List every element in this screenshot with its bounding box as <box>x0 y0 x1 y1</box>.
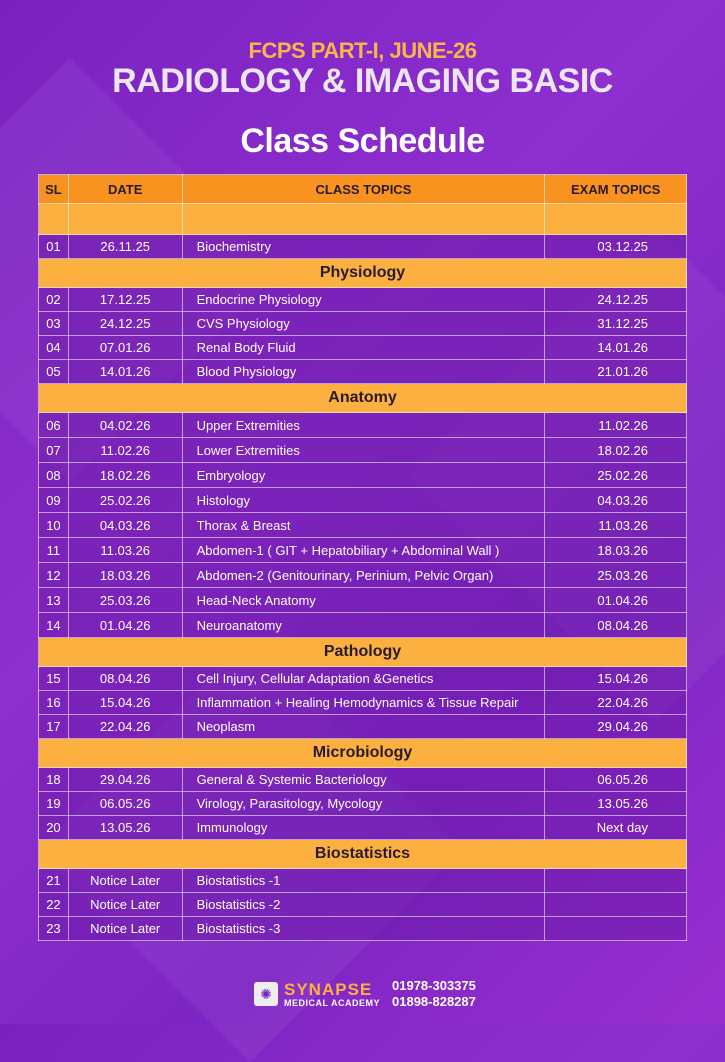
cell-date: Notice Later <box>68 893 182 917</box>
cell-exam-topic: 04.03.26 <box>545 488 687 513</box>
cell-sl: 17 <box>39 715 69 739</box>
cell-exam-topic: 06.05.26 <box>545 768 687 792</box>
cell-sl: 15 <box>39 667 69 691</box>
cell-class-topic: General & Systemic Bacteriology <box>182 768 545 792</box>
section-row <box>39 638 687 667</box>
table-row <box>39 768 687 792</box>
cell-sl: 02 <box>39 288 69 312</box>
table-row <box>39 917 687 941</box>
cell-sl: 01 <box>39 235 69 259</box>
cell-sl: 03 <box>39 312 69 336</box>
cell-sl: 13 <box>39 588 69 613</box>
cell-exam-topic: 18.03.26 <box>545 538 687 563</box>
cell-sl: 19 <box>39 792 69 816</box>
section-title: Physiology <box>39 259 687 288</box>
cell-exam-topic: 29.04.26 <box>545 715 687 739</box>
section-title: Anatomy <box>39 384 687 413</box>
cell-exam-topic: 25.03.26 <box>545 563 687 588</box>
table-row <box>39 691 687 715</box>
section-row <box>39 840 687 869</box>
section-title: Microbiology <box>39 739 687 768</box>
cell-class-topic: Lower Extremities <box>182 438 545 463</box>
cell-date: 06.05.26 <box>68 792 182 816</box>
cell-class-topic: Neuroanatomy <box>182 613 545 638</box>
cell-sl: 22 <box>39 893 69 917</box>
section-title: Biostatistics <box>39 840 687 869</box>
cell-sl: 12 <box>39 563 69 588</box>
table-row <box>39 667 687 691</box>
cell-exam-topic: 01.04.26 <box>545 588 687 613</box>
cell-class-topic: Biochemistry <box>182 235 545 259</box>
cell-class-topic: Immunology <box>182 816 545 840</box>
cell-date: 11.02.26 <box>68 438 182 463</box>
table-row <box>39 336 687 360</box>
table-row <box>39 869 687 893</box>
cell-exam-topic: Next day <box>545 816 687 840</box>
table-row <box>39 488 687 513</box>
cell-sl: 10 <box>39 513 69 538</box>
cell-sl: 07 <box>39 438 69 463</box>
cell-date: 15.04.26 <box>68 691 182 715</box>
cell-exam-topic: 11.02.26 <box>545 413 687 438</box>
table-row <box>39 893 687 917</box>
table-header <box>39 175 687 204</box>
cell-class-topic: Inflammation + Healing Hemodynamics & Tissue Repair <box>182 691 545 715</box>
col-date: DATE <box>68 175 182 204</box>
cell-exam-topic: 22.04.26 <box>545 691 687 715</box>
cell-class-topic: Embryology <box>182 463 545 488</box>
table-row <box>39 413 687 438</box>
cell-class-topic: Cell Injury, Cellular Adaptation &Genetics <box>182 667 545 691</box>
cell-class-topic: Biostatistics -2 <box>182 893 545 917</box>
table-row <box>39 288 687 312</box>
cell-date: 24.12.25 <box>68 312 182 336</box>
cell-date: 08.04.26 <box>68 667 182 691</box>
cell-sl: 18 <box>39 768 69 792</box>
table-row <box>39 613 687 638</box>
cell-class-topic: Upper Extremities <box>182 413 545 438</box>
cell-date: 18.03.26 <box>68 563 182 588</box>
cell-exam-topic: 21.01.26 <box>545 360 687 384</box>
cell-sl: 11 <box>39 538 69 563</box>
cell-date: 11.03.26 <box>68 538 182 563</box>
cell-sl: 06 <box>39 413 69 438</box>
cell-exam-topic: 15.04.26 <box>545 667 687 691</box>
cell-class-topic: Head-Neck Anatomy <box>182 588 545 613</box>
schedule-table <box>38 174 687 941</box>
table-row <box>39 463 687 488</box>
cell-exam-topic: 31.12.25 <box>545 312 687 336</box>
cell-exam-topic: 03.12.25 <box>545 235 687 259</box>
cell-sl: 08 <box>39 463 69 488</box>
cell-sl: 05 <box>39 360 69 384</box>
cell-exam-topic: 18.02.26 <box>545 438 687 463</box>
title: RADIOLOGY & IMAGING BASIC <box>112 62 613 100</box>
cell-date: 25.02.26 <box>68 488 182 513</box>
cell-class-topic: Abdomen-1 ( GIT + Hepatobiliary + Abdominal Wall ) <box>182 538 545 563</box>
table-row <box>39 816 687 840</box>
cell-class-topic: Blood Physiology <box>182 360 545 384</box>
cell-class-topic: Neoplasm <box>182 715 545 739</box>
section-row <box>39 384 687 413</box>
cell-sl: 09 <box>39 488 69 513</box>
table-row <box>39 538 687 563</box>
phone-2: 01898-828287 <box>392 994 476 1009</box>
cell-exam-topic <box>545 917 687 941</box>
brand-logo: SYNAPSE MEDICAL ACADEMY <box>284 979 381 1008</box>
cell-class-topic: Histology <box>182 488 545 513</box>
cell-date: Notice Later <box>68 917 182 941</box>
col-sl: SL <box>39 175 69 204</box>
page-heading: Class Schedule <box>240 122 485 160</box>
cell-class-topic: Virology, Parasitology, Mycology <box>182 792 545 816</box>
table-row <box>39 360 687 384</box>
table-row <box>39 312 687 336</box>
cell-class-topic: Abdomen-2 (Genitourinary, Perinium, Pelvic Organ) <box>182 563 545 588</box>
cell-exam-topic: 14.01.26 <box>545 336 687 360</box>
cell-date: Notice Later <box>68 869 182 893</box>
table-row <box>39 235 687 259</box>
section-row <box>39 739 687 768</box>
cell-exam-topic: 08.04.26 <box>545 613 687 638</box>
cell-sl: 20 <box>39 816 69 840</box>
table-row <box>39 715 687 739</box>
cell-class-topic: Endocrine Physiology <box>182 288 545 312</box>
table-row <box>39 563 687 588</box>
cell-sl: 21 <box>39 869 69 893</box>
cell-date: 29.04.26 <box>68 768 182 792</box>
table-row <box>39 792 687 816</box>
cell-class-topic: Biostatistics -3 <box>182 917 545 941</box>
cell-class-topic: Thorax & Breast <box>182 513 545 538</box>
cell-sl: 14 <box>39 613 69 638</box>
cell-date: 26.11.25 <box>68 235 182 259</box>
cell-date: 13.05.26 <box>68 816 182 840</box>
cell-date: 01.04.26 <box>68 613 182 638</box>
phone-1: 01978-303375 <box>392 978 476 993</box>
cell-date: 04.02.26 <box>68 413 182 438</box>
network-icon: ✺ <box>254 982 278 1006</box>
table-row <box>39 438 687 463</box>
section-title: Pathology <box>39 638 687 667</box>
cell-exam-topic <box>545 893 687 917</box>
cell-sl: 23 <box>39 917 69 941</box>
cell-date: 07.01.26 <box>68 336 182 360</box>
cell-class-topic: CVS Physiology <box>182 312 545 336</box>
cell-date: 04.03.26 <box>68 513 182 538</box>
cell-exam-topic <box>545 869 687 893</box>
cell-sl: 04 <box>39 336 69 360</box>
cell-date: 18.02.26 <box>68 463 182 488</box>
cell-date: 14.01.26 <box>68 360 182 384</box>
cell-exam-topic: 11.03.26 <box>545 513 687 538</box>
empty-row <box>39 204 687 235</box>
cell-date: 22.04.26 <box>68 715 182 739</box>
col-exam-topics: EXAM TOPICS <box>545 175 687 204</box>
cell-class-topic: Biostatistics -1 <box>182 869 545 893</box>
section-row <box>39 259 687 288</box>
table-row <box>39 588 687 613</box>
cell-class-topic: Renal Body Fluid <box>182 336 545 360</box>
subtitle: FCPS PART-I, JUNE-26 <box>248 38 477 63</box>
cell-date: 25.03.26 <box>68 588 182 613</box>
cell-sl: 16 <box>39 691 69 715</box>
cell-exam-topic: 24.12.25 <box>545 288 687 312</box>
footer <box>254 978 476 1010</box>
table-row <box>39 513 687 538</box>
col-class-topics: CLASS TOPICS <box>182 175 545 204</box>
cell-exam-topic: 25.02.26 <box>545 463 687 488</box>
cell-exam-topic: 13.05.26 <box>545 792 687 816</box>
cell-date: 17.12.25 <box>68 288 182 312</box>
